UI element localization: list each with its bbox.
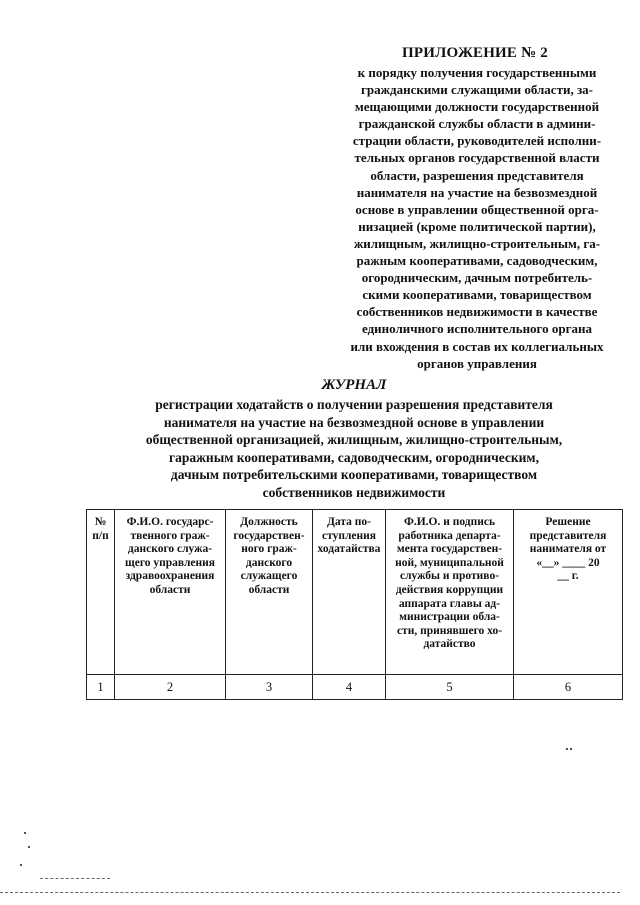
appendix-line: к порядку получения государственными — [357, 65, 597, 80]
header-line: датайство — [423, 638, 476, 651]
registration-table — [86, 509, 623, 700]
appendix-line: области, разрешения представителя — [370, 167, 584, 183]
header-line: государствен- — [233, 529, 305, 542]
header-line: Должность — [240, 516, 298, 528]
header-number — [87, 510, 115, 675]
header-line: «__» ____ 20 — [536, 556, 600, 569]
header-decision — [514, 510, 623, 675]
appendix-line: или вхождения в состав их коллегиальных — [350, 338, 604, 354]
appendix-line: органов управления — [417, 355, 537, 371]
header-line: щего управления — [125, 556, 215, 569]
header-receipt-date — [313, 510, 386, 675]
journal-line: дачным потребительскими кооперативами, товариществом — [170, 467, 538, 483]
scan-artifact — [570, 748, 572, 750]
appendix-line: гражданскими служащими области, за- — [360, 82, 594, 98]
appendix-line: огородническим, дачным потребитель- — [361, 270, 593, 286]
header-line: работника департа- — [398, 529, 501, 542]
header-line: служащего — [240, 570, 298, 583]
appendix-line: скими кооперативами, товариществом — [362, 287, 592, 303]
appendix-line: низацией (кроме политической партии), — [358, 218, 596, 234]
header-position — [226, 510, 313, 675]
appendix-line: мещающими должности государственной — [354, 99, 600, 115]
journal-title: ЖУРНАЛ — [321, 377, 387, 393]
appendix-line: собственников недвижимости в качестве — [356, 304, 598, 320]
appendix-line: основе в управлении общественной орга- — [355, 201, 599, 217]
appendix-line: гражданской службы области в админи- — [358, 116, 596, 132]
appendix-line: страции области, руководителей исполни- — [352, 133, 602, 149]
header-line: Ф.И.О. государс- — [126, 516, 214, 528]
header-line: аппарата главы ад- — [398, 597, 501, 610]
header-line: области — [149, 583, 191, 596]
appendix-line: тельных органов государственной власти — [354, 150, 600, 166]
header-line: нанимателя от — [529, 543, 607, 556]
scan-artifact — [28, 846, 30, 848]
header-line: ступления — [321, 529, 376, 542]
header-line: данского — [245, 556, 293, 569]
header-line: Ф.И.О. и подпись — [403, 516, 496, 528]
header-line: данского служа- — [127, 543, 213, 556]
header-line: __ г. — [557, 570, 579, 583]
header-line: службы и противо- — [399, 570, 500, 583]
appendix-line: ражным кооперативами, садоводческим, — [356, 253, 598, 269]
header-line: п/п — [92, 529, 109, 542]
journal-line: нанимателя на участие на безвозмездной основе в управлении — [163, 414, 545, 430]
header-line: № — [94, 516, 107, 528]
header-line: ходатайства — [317, 543, 381, 556]
header-receiver — [386, 510, 514, 675]
column-number-cell: 2 — [115, 675, 226, 700]
scan-artifact — [20, 864, 22, 866]
header-line: представителя — [529, 529, 607, 542]
column-number-cell: 6 — [514, 675, 623, 700]
scan-artifact — [566, 748, 568, 750]
journal-line: собственников недвижимости — [262, 484, 446, 500]
appendix-line: жилищным, жилищно-строительным, га- — [353, 235, 601, 251]
table-header-row — [87, 510, 623, 675]
header-line: Решение — [545, 516, 591, 528]
header-line: твенного граж- — [130, 529, 210, 542]
header-full-name — [115, 510, 226, 675]
header-line: сти, принявшего хо- — [396, 624, 503, 637]
scan-artifact-line — [0, 892, 620, 893]
header-line: Дата по- — [327, 516, 371, 528]
appendix-line: нанимателя на участие на безвозмездной — [356, 184, 598, 200]
column-number-cell: 3 — [226, 675, 313, 700]
journal-line: регистрации ходатайств о получении разрешения представителя — [155, 397, 553, 412]
journal-subtitle — [120, 396, 588, 502]
header-line: ной, муниципальной — [395, 556, 504, 569]
appendix-title: ПРИЛОЖЕНИЕ № 2 — [401, 45, 549, 61]
column-number-cell: 5 — [386, 675, 514, 700]
scan-artifact-line — [40, 878, 110, 879]
journal-line: общественной организацией, жилищным, жилищно-строительным, — [145, 432, 563, 448]
table-number-row — [87, 675, 623, 700]
header-line: области — [248, 583, 290, 596]
scan-artifact — [24, 832, 26, 834]
header-line: здравоохранения — [125, 570, 215, 583]
appendix-line: единоличного исполнительного органа — [361, 321, 593, 337]
journal-line: гаражным кооперативами, садоводческим, огородническим, — [168, 449, 539, 465]
header-line: министрации обла- — [399, 611, 500, 624]
header-line: ного граж- — [241, 543, 297, 556]
appendix-description — [336, 64, 618, 372]
column-number-cell: 4 — [313, 675, 386, 700]
column-number-cell: 1 — [87, 675, 115, 700]
header-line: мента государствен- — [396, 543, 503, 556]
header-line: действия коррупции — [395, 583, 504, 596]
